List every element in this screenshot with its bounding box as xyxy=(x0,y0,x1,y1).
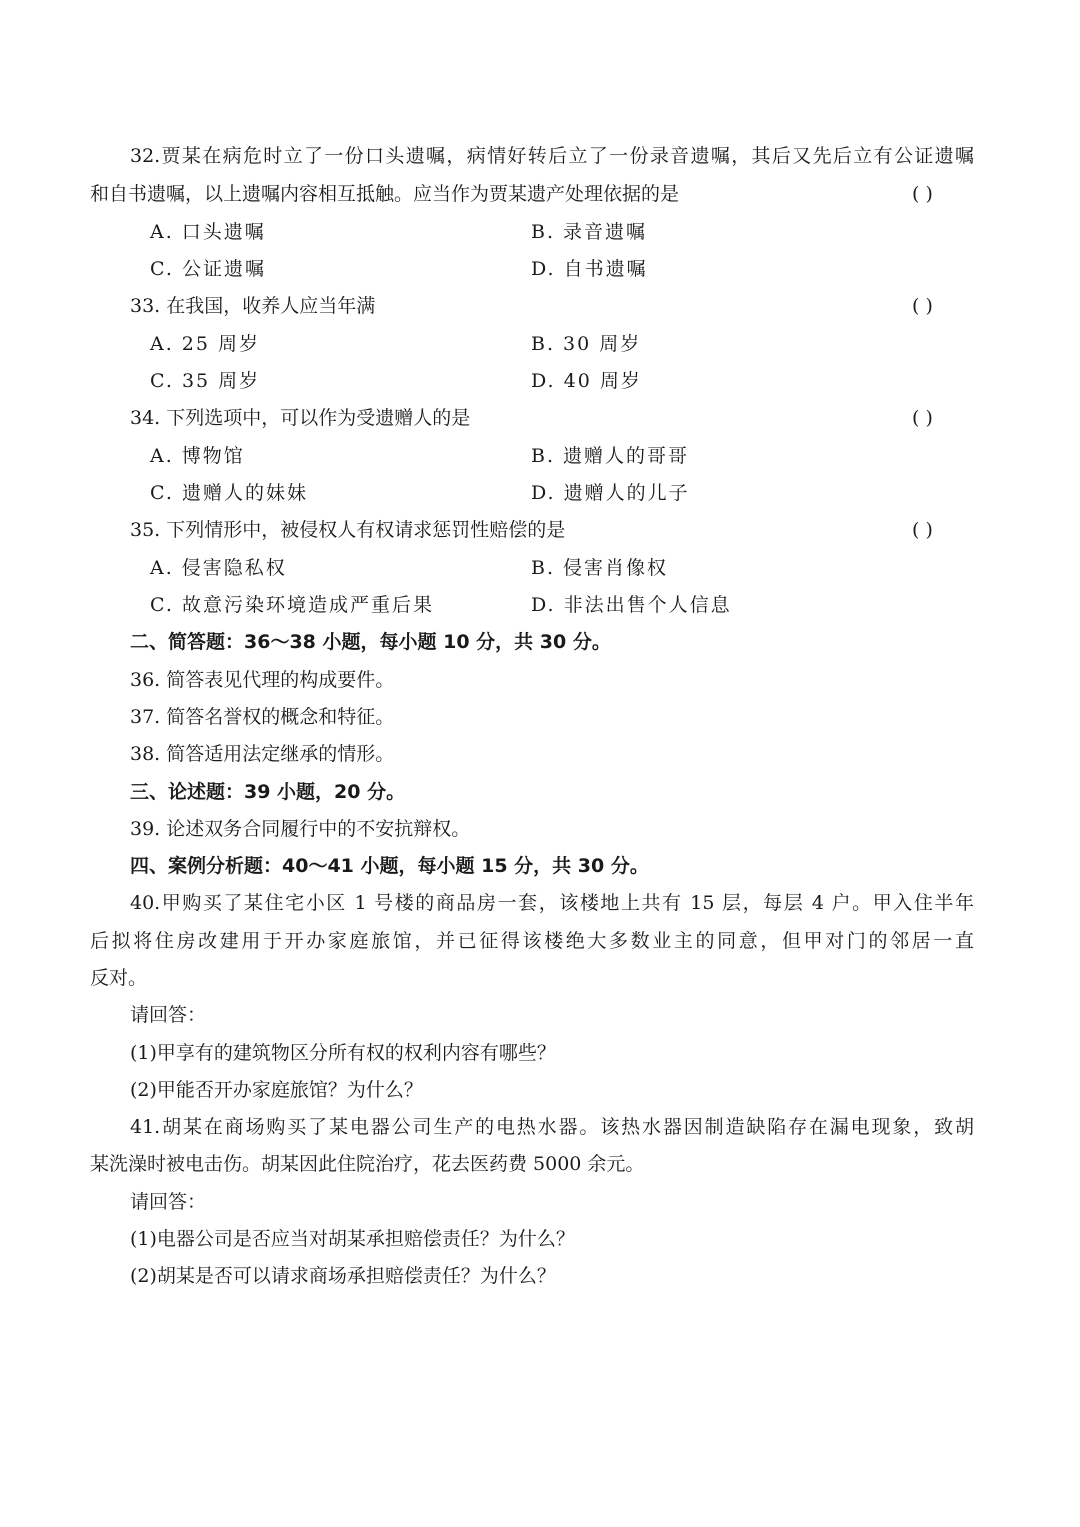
q35-answer-bracket: ( ) xyxy=(912,519,933,541)
q34-option-a: A. 博物馆 xyxy=(150,445,245,467)
section-3-heading: 三、论述题：39 小题，20 分。 xyxy=(130,781,406,803)
q41-text-line2: 某洗澡时被电击伤。胡某因此住院治疗，花去医药费 5000 余元。 xyxy=(90,1153,645,1175)
section-2-heading: 二、简答题：36～38 小题，每小题 10 分，共 30 分。 xyxy=(130,631,611,653)
q35-option-b: B. 侵害肖像权 xyxy=(531,557,669,579)
q38-stem: 38. 简答适用法定继承的情形。 xyxy=(130,743,395,765)
q32-option-a: A. 口头遗嘱 xyxy=(150,221,266,243)
q40-prompt: 请回答： xyxy=(130,1004,207,1026)
q41-sub-question-1: (1)电器公司是否应当对胡某承担赔偿责任？为什么？ xyxy=(130,1228,575,1250)
q37-stem: 37. 简答名誉权的概念和特征。 xyxy=(130,706,395,728)
q41-text-line1: 41.胡某在商场购买了某电器公司生产的电热水器。该热水器因制造缺陷存在漏电现象，致胡 xyxy=(130,1116,974,1138)
q35-option-d: D. 非法出售个人信息 xyxy=(531,594,732,616)
q34-option-d: D. 遗赠人的儿子 xyxy=(531,482,690,504)
q33-option-d: D. 40 周岁 xyxy=(531,370,642,392)
q34-answer-bracket: ( ) xyxy=(912,407,933,429)
q34-stem: 34. 下列选项中，可以作为受遗赠人的是 xyxy=(130,407,471,429)
q32-option-c: C. 公证遗嘱 xyxy=(150,258,266,280)
q41-prompt: 请回答： xyxy=(130,1191,207,1213)
q40-text-line1: 40.甲购买了某住宅小区 1 号楼的商品房一套，该楼地上共有 15 层，每层 4 户。甲入住半年 xyxy=(130,892,974,914)
q32-stem-line1: 32.贾某在病危时立了一份口头遗嘱，病情好转后立了一份录音遗嘱，其后又先后立有公证遗嘱 xyxy=(130,145,974,167)
q32-option-b: B. 录音遗嘱 xyxy=(531,221,648,243)
q40-text-line2: 后拟将住房改建用于开办家庭旅馆，并已征得该楼绝大多数业主的同意，但甲对门的邻居一直 xyxy=(90,930,974,952)
q32-option-d: D. 自书遗嘱 xyxy=(531,258,648,280)
q40-sub-question-1: (1)甲享有的建筑物区分所有权的权利内容有哪些？ xyxy=(130,1042,556,1064)
q35-option-a: A. 侵害隐私权 xyxy=(150,557,287,579)
q36-stem: 36. 简答表见代理的构成要件。 xyxy=(130,669,395,691)
q34-option-c: C. 遗赠人的妹妹 xyxy=(150,482,308,504)
q33-stem: 33. 在我国，收养人应当年满 xyxy=(130,295,376,317)
q34-option-b: B. 遗赠人的哥哥 xyxy=(531,445,690,467)
q41-sub-question-2: (2)胡某是否可以请求商场承担赔偿责任？为什么？ xyxy=(130,1265,556,1287)
q33-answer-bracket: ( ) xyxy=(912,295,933,317)
q32-answer-bracket: ( ) xyxy=(912,183,933,205)
q35-stem: 35. 下列情形中，被侵权人有权请求惩罚性赔偿的是 xyxy=(130,519,566,541)
q32-stem-line2: 和自书遗嘱，以上遗嘱内容相互抵触。应当作为贾某遗产处理依据的是 xyxy=(90,183,680,205)
q39-stem: 39. 论述双务合同履行中的不安抗辩权。 xyxy=(130,818,471,840)
section-4-heading: 四、案例分析题：40～41 小题，每小题 15 分，共 30 分。 xyxy=(130,855,649,877)
q35-option-c: C. 故意污染环境造成严重后果 xyxy=(150,594,434,616)
q40-sub-question-2: (2)甲能否开办家庭旅馆？为什么？ xyxy=(130,1079,423,1101)
q33-option-a: A. 25 周岁 xyxy=(150,333,261,355)
q40-text-line3: 反对。 xyxy=(90,967,148,989)
q33-option-c: C. 35 周岁 xyxy=(150,370,261,392)
q33-option-b: B. 30 周岁 xyxy=(531,333,642,355)
